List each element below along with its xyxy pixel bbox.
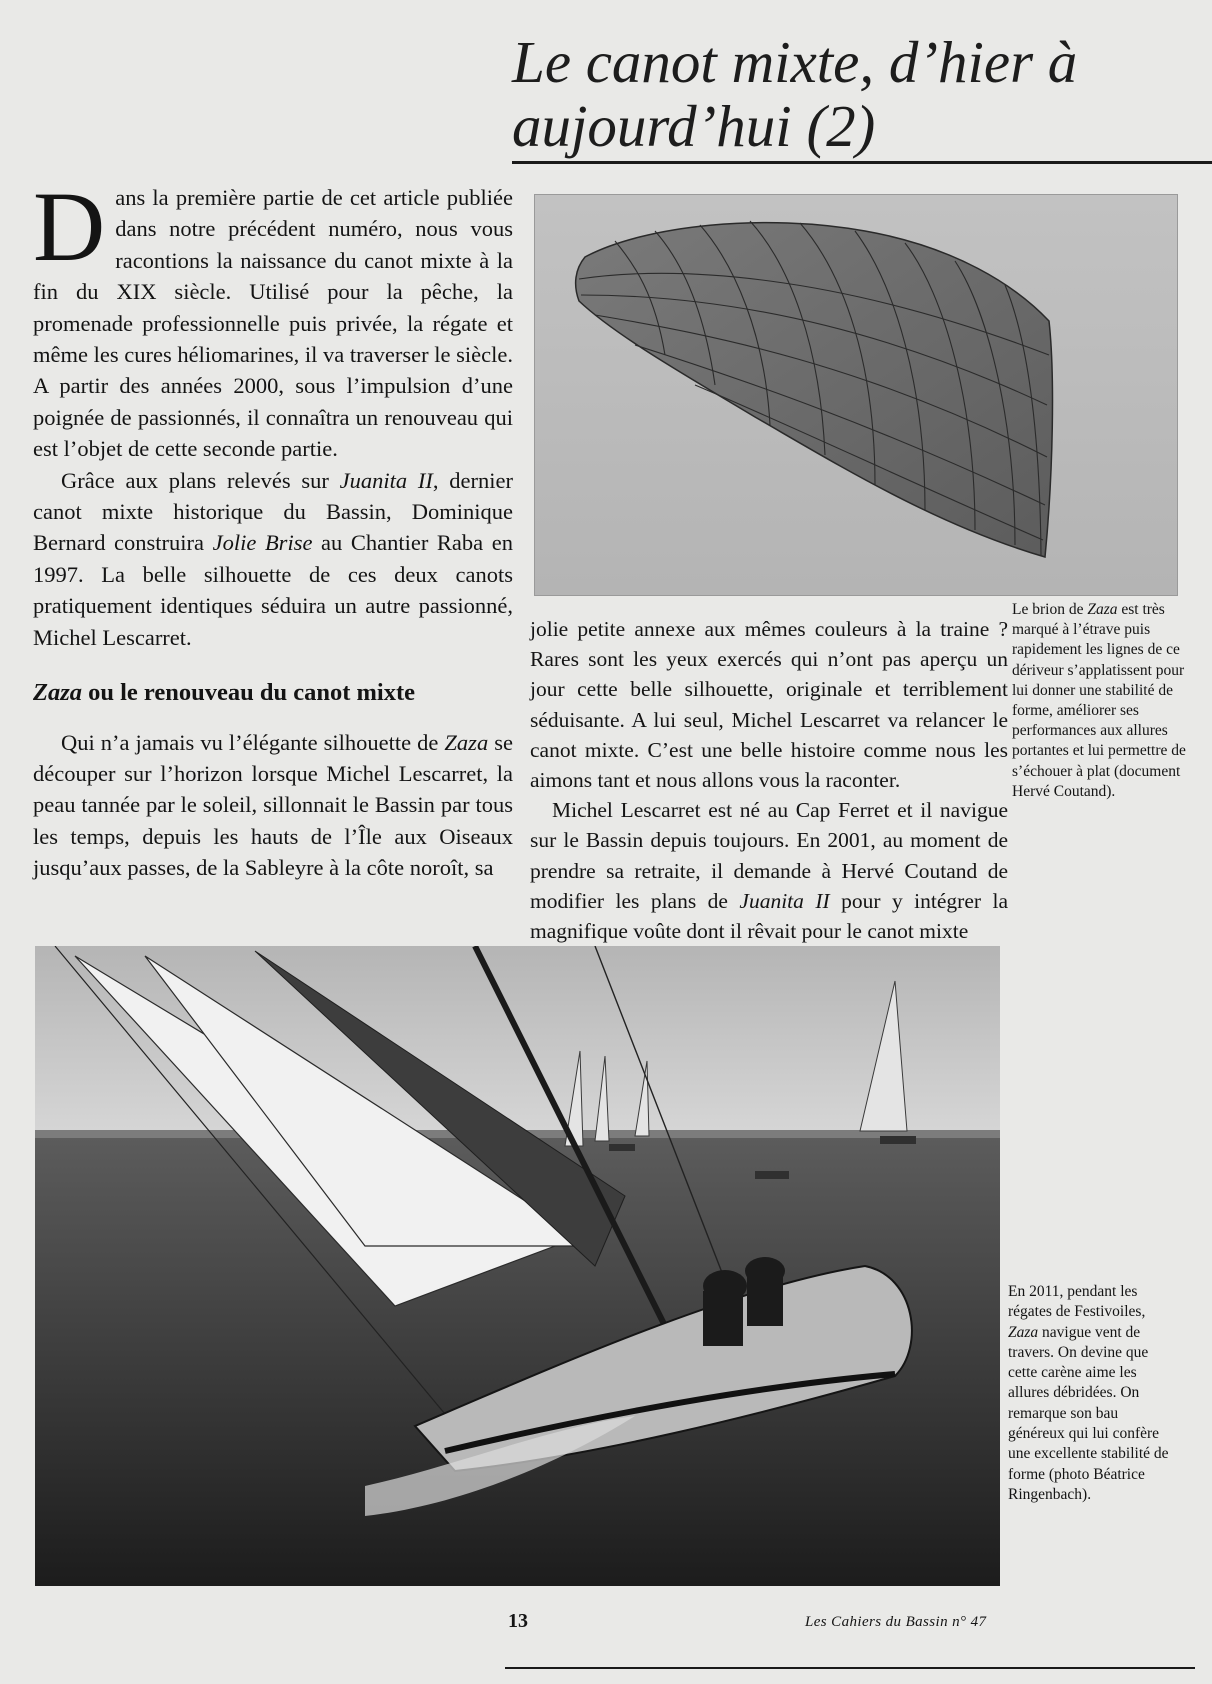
page-number: 13	[508, 1610, 528, 1632]
article-title: Le canot mixte, d’hier à aujourd’hui (2)	[512, 29, 1078, 159]
intro-p2-text-b: , dernier canot mixte historique du Bassin, Dominique Bernard construira	[33, 467, 513, 556]
zaza-paragraph-2	[530, 795, 1008, 946]
render-caption-a: Le brion de	[1012, 601, 1088, 618]
zaza-p2-text-a: Michel Lescarret est né au Cap Ferret et il navigue sur le Bassin depuis toujours. En 2001, au moment de prendre sa retraite, il demande à Hervé Coutand de modifier les plans de	[530, 798, 1008, 913]
hull-wireframe-illustration	[535, 195, 1177, 595]
hull-render-caption	[1012, 600, 1190, 802]
photo-caption-b: navigue vent de travers. On devine que cette carène aime les allures débridées. On remarque son bau généreux qui lui confère une excellente stabilité de forme (photo Béatrice Ringenbach).	[1008, 1323, 1169, 1503]
publication-footer: Les Cahiers du Bassin n° 47	[805, 1614, 987, 1630]
drop-cap: D	[33, 171, 106, 282]
boat-name-juanita: Juanita II	[339, 467, 433, 493]
bottom-rule	[505, 1667, 1195, 1669]
hull-render-image	[534, 194, 1178, 596]
intro-p2-text-a: Grâce aux plans relevés sur	[61, 467, 340, 493]
zaza-p1-text-b: se découper sur l’horizon lorsque Michel Lescarret, la peau tannée par le soleil, sillonnait le Bassin par tous les temps, depuis les hauts de l’Île aux Oiseaux jusqu’aux passes, de la Sableyre à la côte noroît, sa	[33, 729, 513, 881]
intro-text: ans la première partie de cet article publiée dans notre précédent numéro, nous vous racontions la naissance du canot mixte à la fin du XIX siècle. Utilisé pour la pêche, la promenade professionnelle puis privée, la régate et même les cures héliomarines, il va traverser le siècle. A partir des années 2000, sous l’impulsion d’une poignée de passionnés, il connaîtra un renouveau qui est l’objet de cette seconde partie.	[33, 185, 513, 462]
photo-caption	[1008, 1282, 1178, 1505]
zaza-p1-text-a: Qui n’a jamais vu l’élégante silhouette de	[61, 729, 445, 755]
sailboat-photo-illustration	[35, 946, 1000, 1586]
render-caption-b: est très marqué à l’étrave puis rapidement les lignes de ce dériveur s’applatissent pour lui donner une stabilité de forme, améliorer ses performances aux allures portantes et lui permettre de s’échouer à plat (document Hervé Coutand).	[1012, 601, 1186, 800]
title-rule	[512, 161, 1212, 164]
subhead-boat-name: Zaza	[33, 679, 82, 707]
boat-name-jolie-brise: Jolie Brise	[212, 530, 313, 556]
zaza-paragraph-1-continued: jolie petite annexe aux mêmes couleurs à la traine ? Rares sont les yeux exercés qui n’ont pas aperçu un jour cette belle silhouette, originale et terriblement séduisante. A lui seul, Michel Lescarret va relancer le canot mixte. C’est une belle histoire comme nous les aimons tant et nous allons vous la raconter.	[530, 617, 1008, 793]
boat-name-zaza: Zaza	[444, 729, 489, 755]
zaza-p2-text-b: pour y intégrer la magnifique voûte dont il rêvait pour le canot mixte	[530, 888, 1009, 944]
intro-p2-text-c: au Chantier Raba en 1997. La belle silhouette de ces deux canots pratiquement identiques séduira un autre passionné, Michel Lescarret.	[33, 530, 513, 650]
intro-paragraph-2	[33, 465, 513, 653]
section-subheading	[33, 677, 513, 708]
photo-caption-a: En 2011, pendant les régates de Festivoiles,	[1008, 1283, 1146, 1321]
sailing-photo	[35, 946, 1000, 1586]
zaza-paragraph-1	[33, 727, 513, 884]
photo-caption-boat: Zaza	[1008, 1323, 1039, 1341]
right-column	[530, 614, 1008, 946]
intro-paragraph	[33, 171, 513, 465]
render-caption-boat: Zaza	[1087, 601, 1118, 618]
boat-name-juanita-2: Juanita II	[739, 888, 830, 913]
left-column	[33, 171, 513, 884]
subhead-text: ou le renouveau du canot mixte	[82, 679, 416, 707]
